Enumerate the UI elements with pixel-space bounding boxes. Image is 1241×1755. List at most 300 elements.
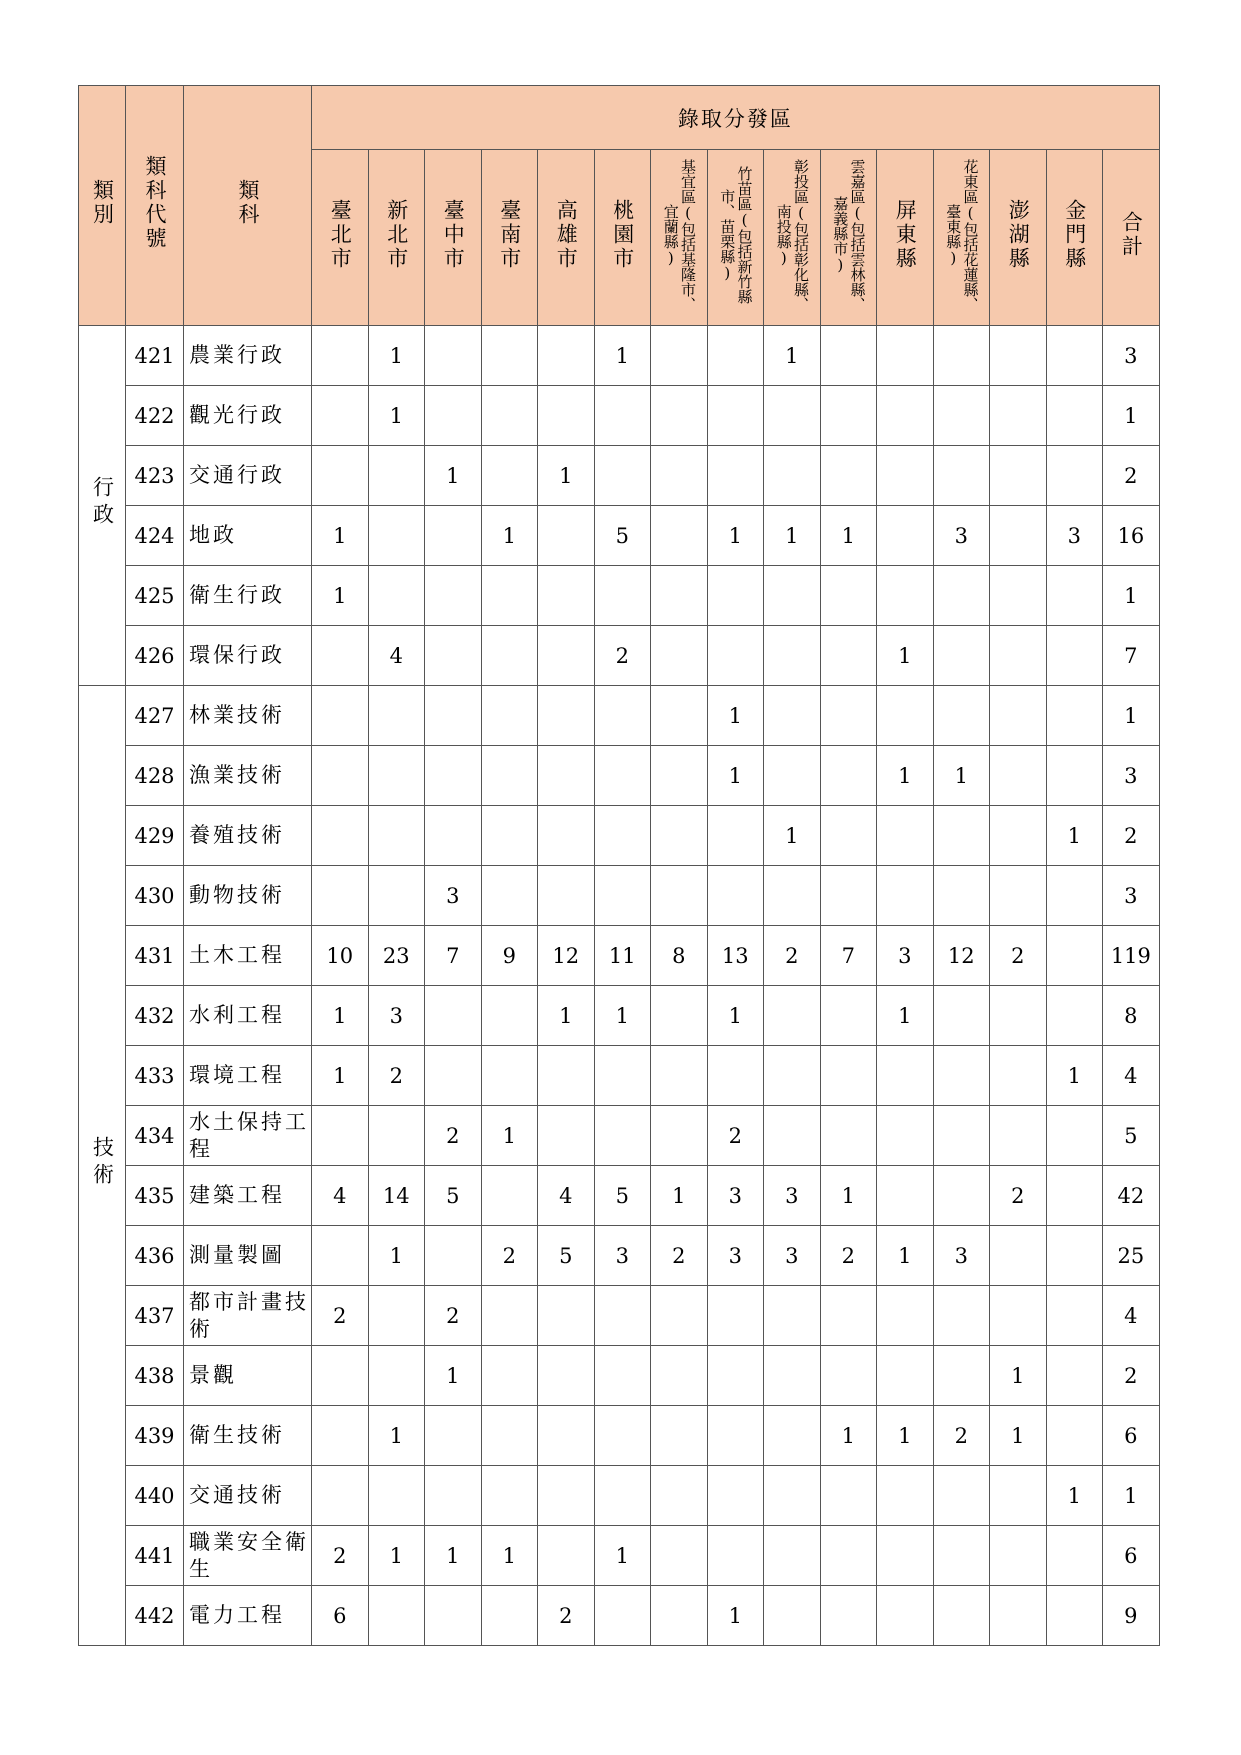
subject-code: 427 (126, 686, 184, 746)
count-cell: 1 (481, 1526, 538, 1586)
count-cell (877, 386, 934, 446)
count-cell (594, 446, 651, 506)
count-cell: 9 (481, 926, 538, 986)
count-cell (651, 986, 708, 1046)
subject-code: 438 (126, 1346, 184, 1406)
count-cell (1046, 1226, 1103, 1286)
subject-header: 類科 (184, 86, 312, 326)
table-row (79, 1346, 1160, 1406)
subject-name: 環保行政 (184, 626, 312, 686)
subject-name: 漁業技術 (184, 746, 312, 806)
count-cell: 1 (707, 746, 764, 806)
subject-name: 養殖技術 (184, 806, 312, 866)
count-cell (368, 1346, 425, 1406)
count-cell: 1 (594, 326, 651, 386)
subject-name: 景觀 (184, 1346, 312, 1406)
count-cell (707, 446, 764, 506)
count-cell: 14 (368, 1166, 425, 1226)
allocation-table (78, 85, 1160, 1646)
count-cell (481, 806, 538, 866)
total-cell: 4 (1103, 1046, 1160, 1106)
count-cell (312, 866, 369, 926)
code-header: 類科代號 (126, 86, 184, 326)
count-cell (764, 1406, 821, 1466)
count-cell (933, 806, 990, 866)
total-cell: 16 (1103, 506, 1160, 566)
count-cell (933, 1586, 990, 1646)
count-cell (594, 806, 651, 866)
count-cell (933, 1526, 990, 1586)
count-cell (368, 1106, 425, 1166)
count-cell: 2 (481, 1226, 538, 1286)
count-cell (820, 326, 877, 386)
subject-name: 觀光行政 (184, 386, 312, 446)
count-cell (820, 626, 877, 686)
count-cell (651, 1106, 708, 1166)
count-cell (312, 1406, 369, 1466)
subject-name: 林業技術 (184, 686, 312, 746)
count-cell (707, 626, 764, 686)
count-cell (425, 1406, 482, 1466)
count-cell (764, 446, 821, 506)
count-cell: 2 (764, 926, 821, 986)
count-cell (820, 746, 877, 806)
count-cell: 1 (594, 1526, 651, 1586)
subject-name: 環境工程 (184, 1046, 312, 1106)
count-cell (990, 386, 1047, 446)
region-header: 屏東縣 (877, 150, 934, 326)
region-header: 新北市 (368, 150, 425, 326)
total-cell: 1 (1103, 566, 1160, 626)
count-cell (877, 1166, 934, 1226)
category-header: 類別 (79, 86, 126, 326)
count-cell: 1 (707, 1586, 764, 1646)
count-cell (820, 566, 877, 626)
table-row (79, 986, 1160, 1046)
count-cell (368, 746, 425, 806)
count-cell (594, 1406, 651, 1466)
count-cell: 1 (877, 1406, 934, 1466)
table-row (79, 926, 1160, 986)
count-cell (933, 446, 990, 506)
count-cell (425, 1466, 482, 1526)
count-cell (651, 806, 708, 866)
count-cell: 3 (707, 1166, 764, 1226)
count-cell (764, 1046, 821, 1106)
count-cell (594, 1466, 651, 1526)
table-row (79, 566, 1160, 626)
subject-name: 建築工程 (184, 1166, 312, 1226)
count-cell (1046, 986, 1103, 1046)
count-cell (877, 1466, 934, 1526)
count-cell (368, 1586, 425, 1646)
count-cell (481, 446, 538, 506)
count-cell: 1 (368, 1406, 425, 1466)
count-cell: 10 (312, 926, 369, 986)
count-cell (312, 1466, 369, 1526)
region-header: 花東區(包括花蓮縣、臺東縣) (933, 150, 990, 326)
count-cell: 1 (764, 506, 821, 566)
count-cell (651, 386, 708, 446)
total-cell: 3 (1103, 326, 1160, 386)
count-cell (594, 1286, 651, 1346)
subject-code: 429 (126, 806, 184, 866)
count-cell (1046, 866, 1103, 926)
subject-code: 422 (126, 386, 184, 446)
count-cell: 2 (651, 1226, 708, 1286)
count-cell (764, 1286, 821, 1346)
count-cell (651, 446, 708, 506)
count-cell (1046, 1526, 1103, 1586)
count-cell (425, 386, 482, 446)
subject-name: 農業行政 (184, 326, 312, 386)
count-cell: 3 (933, 506, 990, 566)
table-row (79, 626, 1160, 686)
count-cell (877, 806, 934, 866)
count-cell: 12 (933, 926, 990, 986)
subject-name: 地政 (184, 506, 312, 566)
count-cell (764, 986, 821, 1046)
count-cell (877, 1346, 934, 1406)
count-cell: 2 (820, 1226, 877, 1286)
count-cell (877, 686, 934, 746)
count-cell (990, 806, 1047, 866)
count-cell: 1 (707, 686, 764, 746)
count-cell (933, 686, 990, 746)
total-cell: 1 (1103, 1466, 1160, 1526)
count-cell (990, 1586, 1047, 1646)
count-cell (764, 1466, 821, 1526)
subject-name: 電力工程 (184, 1586, 312, 1646)
count-cell: 13 (707, 926, 764, 986)
count-cell (933, 1166, 990, 1226)
count-cell (481, 1586, 538, 1646)
count-cell (651, 1406, 708, 1466)
subject-name: 水土保持工程 (184, 1106, 312, 1166)
count-cell (425, 326, 482, 386)
count-cell (764, 626, 821, 686)
table-row (79, 446, 1160, 506)
table-row (79, 1286, 1160, 1346)
count-cell (707, 386, 764, 446)
count-cell (425, 506, 482, 566)
subject-code: 426 (126, 626, 184, 686)
count-cell (1046, 326, 1103, 386)
count-cell (425, 1586, 482, 1646)
count-cell (764, 566, 821, 626)
count-cell (425, 1226, 482, 1286)
total-cell: 6 (1103, 1526, 1160, 1586)
count-cell (538, 686, 595, 746)
total-cell: 25 (1103, 1226, 1160, 1286)
count-cell (820, 686, 877, 746)
count-cell (990, 626, 1047, 686)
count-cell (820, 1586, 877, 1646)
count-cell (312, 1226, 369, 1286)
count-cell (481, 386, 538, 446)
count-cell (481, 1166, 538, 1226)
table-row (79, 1046, 1160, 1106)
subject-code: 439 (126, 1406, 184, 1466)
count-cell: 1 (877, 746, 934, 806)
count-cell: 2 (707, 1106, 764, 1166)
count-cell (651, 746, 708, 806)
count-cell: 5 (594, 1166, 651, 1226)
count-cell: 1 (425, 1346, 482, 1406)
subject-name: 職業安全衛生 (184, 1526, 312, 1586)
count-cell (820, 986, 877, 1046)
count-cell: 2 (990, 1166, 1047, 1226)
count-cell (481, 1406, 538, 1466)
count-cell (481, 566, 538, 626)
count-cell: 3 (877, 926, 934, 986)
count-cell (1046, 1406, 1103, 1466)
total-cell: 2 (1103, 1346, 1160, 1406)
count-cell (933, 566, 990, 626)
count-cell (368, 866, 425, 926)
count-cell (877, 1286, 934, 1346)
count-cell (481, 686, 538, 746)
count-cell (990, 1466, 1047, 1526)
table-row (79, 866, 1160, 926)
count-cell: 3 (1046, 506, 1103, 566)
count-cell (594, 866, 651, 926)
count-cell (481, 1286, 538, 1346)
region-header: 臺中市 (425, 150, 482, 326)
count-cell: 4 (538, 1166, 595, 1226)
count-cell: 1 (481, 506, 538, 566)
count-cell: 1 (538, 446, 595, 506)
count-cell (594, 386, 651, 446)
count-cell (651, 326, 708, 386)
count-cell (368, 686, 425, 746)
count-cell (990, 506, 1047, 566)
count-cell (877, 326, 934, 386)
count-cell: 5 (594, 506, 651, 566)
count-cell: 1 (764, 326, 821, 386)
count-cell (1046, 626, 1103, 686)
region-header: 澎湖縣 (990, 150, 1047, 326)
count-cell (368, 506, 425, 566)
count-cell: 1 (1046, 806, 1103, 866)
count-cell: 1 (312, 986, 369, 1046)
total-cell: 9 (1103, 1586, 1160, 1646)
count-cell (538, 1046, 595, 1106)
count-cell: 7 (425, 926, 482, 986)
count-cell (1046, 566, 1103, 626)
count-cell (990, 326, 1047, 386)
count-cell (707, 866, 764, 926)
count-cell (651, 686, 708, 746)
count-cell: 1 (481, 1106, 538, 1166)
count-cell: 2 (312, 1286, 369, 1346)
count-cell (594, 1346, 651, 1406)
total-cell: 7 (1103, 626, 1160, 686)
count-cell (312, 326, 369, 386)
count-cell: 1 (820, 1406, 877, 1466)
table-row (79, 1586, 1160, 1646)
count-cell (651, 1286, 708, 1346)
count-cell (877, 446, 934, 506)
count-cell: 5 (425, 1166, 482, 1226)
count-cell (368, 806, 425, 866)
count-cell (1046, 1166, 1103, 1226)
count-cell (933, 1286, 990, 1346)
count-cell: 1 (425, 1526, 482, 1586)
subject-name: 交通行政 (184, 446, 312, 506)
table-row (79, 506, 1160, 566)
count-cell (481, 326, 538, 386)
count-cell (764, 1586, 821, 1646)
table-row (79, 1106, 1160, 1166)
count-cell (538, 866, 595, 926)
count-cell (368, 446, 425, 506)
count-cell: 12 (538, 926, 595, 986)
count-cell (933, 1106, 990, 1166)
count-cell (312, 1106, 369, 1166)
count-cell (651, 1526, 708, 1586)
count-cell (538, 566, 595, 626)
count-cell (820, 446, 877, 506)
count-cell: 3 (368, 986, 425, 1046)
count-cell (538, 626, 595, 686)
count-cell (594, 566, 651, 626)
count-cell (933, 986, 990, 1046)
count-cell: 1 (820, 506, 877, 566)
count-cell (764, 386, 821, 446)
count-cell (425, 986, 482, 1046)
count-cell (764, 1526, 821, 1586)
count-cell: 2 (425, 1286, 482, 1346)
count-cell: 3 (933, 1226, 990, 1286)
count-cell: 3 (707, 1226, 764, 1286)
table-row (79, 1166, 1160, 1226)
count-cell: 1 (877, 1226, 934, 1286)
count-cell (1046, 1586, 1103, 1646)
subject-name: 土木工程 (184, 926, 312, 986)
table-row (79, 1526, 1160, 1586)
subject-code: 424 (126, 506, 184, 566)
count-cell: 1 (538, 986, 595, 1046)
count-cell (651, 1346, 708, 1406)
table-row (79, 746, 1160, 806)
count-cell (820, 1466, 877, 1526)
subject-code: 428 (126, 746, 184, 806)
count-cell (312, 626, 369, 686)
count-cell: 1 (877, 626, 934, 686)
count-cell: 2 (425, 1106, 482, 1166)
count-cell (425, 746, 482, 806)
count-cell (877, 566, 934, 626)
count-cell: 1 (651, 1166, 708, 1226)
count-cell (481, 626, 538, 686)
subject-code: 433 (126, 1046, 184, 1106)
count-cell (820, 1346, 877, 1406)
category-cell: 技術 (79, 686, 126, 1646)
count-cell: 1 (707, 986, 764, 1046)
subject-code: 430 (126, 866, 184, 926)
count-cell (990, 686, 1047, 746)
count-cell: 1 (312, 1046, 369, 1106)
count-cell (312, 386, 369, 446)
count-cell (707, 566, 764, 626)
count-cell: 1 (368, 326, 425, 386)
count-cell (1046, 446, 1103, 506)
count-cell (538, 1466, 595, 1526)
total-cell: 2 (1103, 446, 1160, 506)
count-cell: 3 (594, 1226, 651, 1286)
subject-code: 435 (126, 1166, 184, 1226)
count-cell (764, 746, 821, 806)
count-cell (990, 1226, 1047, 1286)
count-cell (481, 1346, 538, 1406)
count-cell: 1 (594, 986, 651, 1046)
count-cell (877, 1046, 934, 1106)
count-cell (933, 1346, 990, 1406)
count-cell (933, 866, 990, 926)
count-cell (594, 1106, 651, 1166)
total-cell: 3 (1103, 746, 1160, 806)
subject-code: 442 (126, 1586, 184, 1646)
count-cell (594, 1586, 651, 1646)
count-cell (820, 1286, 877, 1346)
count-cell (538, 1526, 595, 1586)
table-body (79, 326, 1160, 1646)
count-cell (425, 626, 482, 686)
total-cell: 42 (1103, 1166, 1160, 1226)
region-header: 雲嘉區(包括雲林縣、嘉義縣市) (820, 150, 877, 326)
subject-name: 衛生技術 (184, 1406, 312, 1466)
count-cell (933, 386, 990, 446)
total-cell: 6 (1103, 1406, 1160, 1466)
count-cell: 5 (538, 1226, 595, 1286)
count-cell (707, 806, 764, 866)
subject-code: 425 (126, 566, 184, 626)
subject-name: 動物技術 (184, 866, 312, 926)
count-cell (1046, 386, 1103, 446)
count-cell: 1 (933, 746, 990, 806)
total-cell: 2 (1103, 806, 1160, 866)
table-row (79, 1406, 1160, 1466)
count-cell (312, 686, 369, 746)
count-cell (764, 686, 821, 746)
count-cell (877, 506, 934, 566)
count-cell (538, 806, 595, 866)
count-cell: 1 (820, 1166, 877, 1226)
count-cell (538, 1406, 595, 1466)
table-row (79, 686, 1160, 746)
count-cell (1046, 686, 1103, 746)
region-header: 臺南市 (481, 150, 538, 326)
count-cell (425, 566, 482, 626)
count-cell (877, 866, 934, 926)
table-row (79, 1226, 1160, 1286)
count-cell (990, 446, 1047, 506)
total-cell: 4 (1103, 1286, 1160, 1346)
count-cell (481, 866, 538, 926)
count-cell: 2 (538, 1586, 595, 1646)
count-cell (1046, 1106, 1103, 1166)
region-header: 合計 (1103, 150, 1160, 326)
region-header: 竹苗區(包括新竹縣市、苗栗縣) (707, 150, 764, 326)
count-cell (538, 1346, 595, 1406)
count-cell: 6 (312, 1586, 369, 1646)
subject-code: 436 (126, 1226, 184, 1286)
table-row (79, 326, 1160, 386)
count-cell (764, 866, 821, 926)
subject-code: 423 (126, 446, 184, 506)
count-cell (594, 686, 651, 746)
